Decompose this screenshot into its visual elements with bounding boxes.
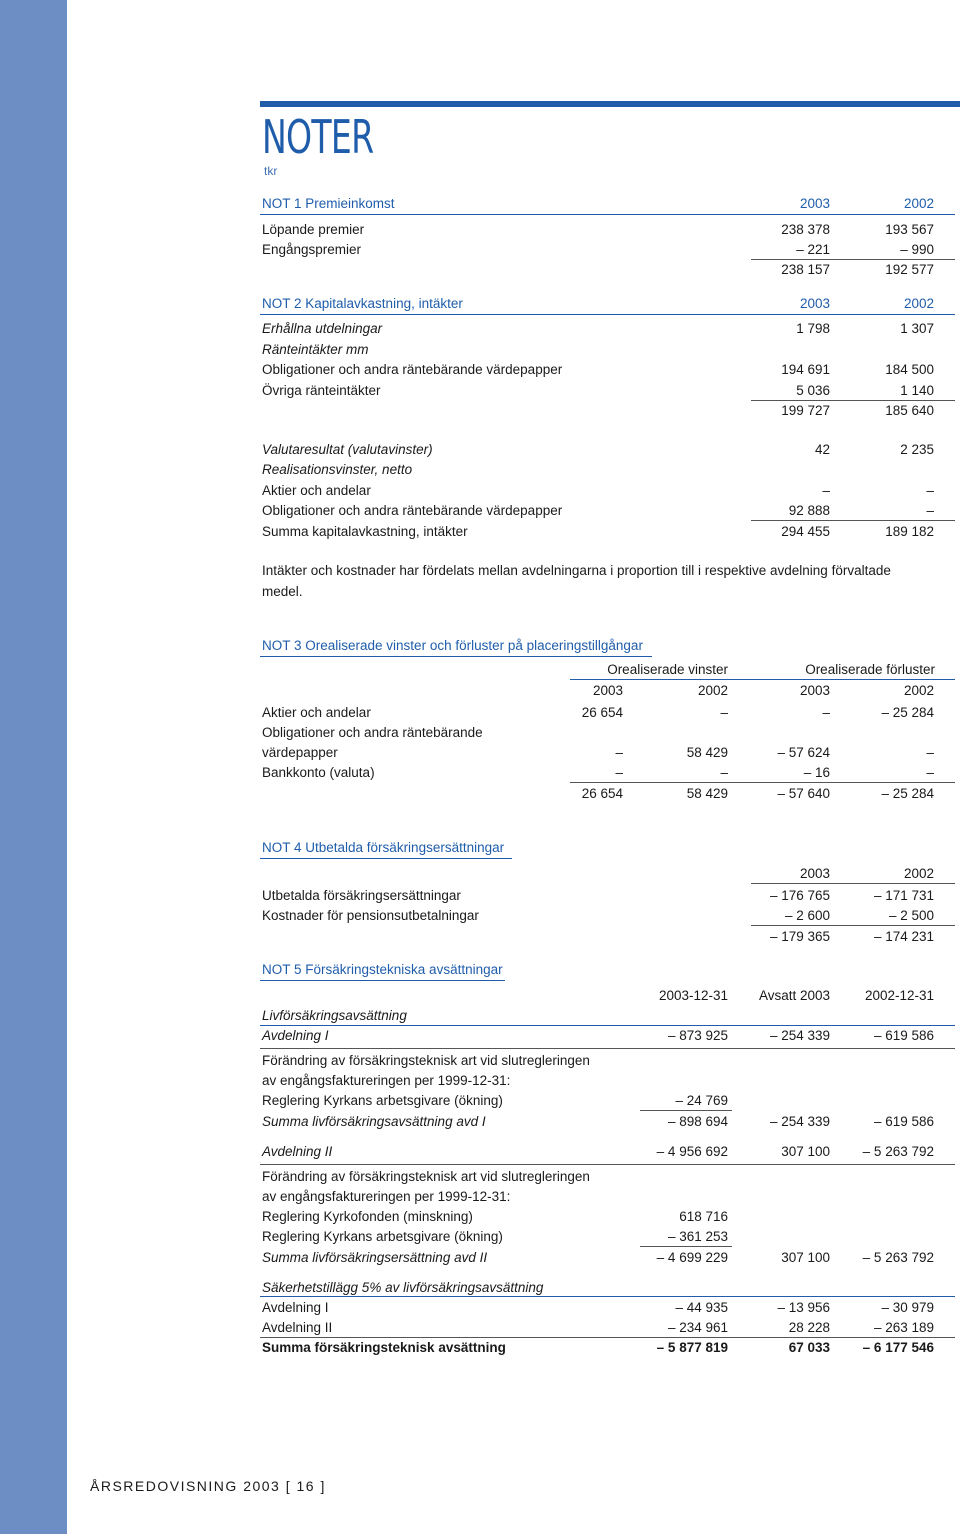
table-cell: – 30 979	[881, 1300, 934, 1315]
table-cell: 184 500	[885, 362, 934, 377]
sum-rule	[260, 1337, 955, 1338]
table-cell: – 2 600	[784, 908, 830, 923]
table-cell: 58 429	[686, 745, 728, 760]
table-cell: 26 654	[581, 705, 623, 720]
not2-heading: NOT 2 Kapitalavkastning, intäkter	[262, 296, 463, 311]
table-cell: 618 716	[679, 1209, 728, 1224]
table-cell: – 25 284	[881, 705, 934, 720]
table-cell: 5 036	[796, 383, 830, 398]
table-cell: –	[926, 503, 934, 518]
left-color-band	[0, 0, 67, 1534]
not1-col-2002: 2002	[903, 196, 934, 211]
table-row-label-total: Summa försäkringsteknisk avsättning	[262, 1340, 506, 1355]
table-cell: –	[926, 483, 934, 498]
table-cell: 2 235	[900, 442, 934, 457]
table-row-label: Avdelning II	[262, 1320, 333, 1335]
table-cell: 307 100	[781, 1144, 830, 1159]
table-row-label: värdepapper	[262, 745, 338, 760]
sum-rule	[751, 259, 955, 260]
table-cell: – 254 339	[769, 1028, 830, 1043]
unit-label: tkr	[264, 164, 278, 178]
table-cell: – 13 956	[777, 1300, 830, 1315]
page-footer: ÅRSREDOVISNING 2003 [ 16 ]	[90, 1478, 326, 1494]
sum-rule	[751, 400, 955, 401]
subheading-rule	[260, 1296, 955, 1297]
table-row-label: Förändring av försäkringsteknisk art vid slutregleringen	[262, 1053, 590, 1068]
table-row-label: Reglering Kyrkans arbetsgivare (ökning)	[262, 1093, 503, 1108]
table-row-label: Aktier och andelar	[262, 705, 371, 720]
table-cell: – 44 935	[675, 1300, 728, 1315]
table-cell: –	[822, 705, 830, 720]
not5-heading: NOT 5 Försäkringstekniska avsättningar	[262, 962, 503, 977]
year-header: 2003	[799, 683, 830, 698]
table-row-label: av engångsfaktureringen per 1999-12-31:	[262, 1073, 511, 1088]
table-cell-total: 185 640	[885, 403, 934, 418]
table-row-label: Kostnader för pensionsutbetalningar	[262, 908, 479, 923]
table-row-label: Realisationsvinster, netto	[262, 462, 413, 477]
table-row-label: Obligationer och andra räntebärande	[262, 725, 483, 740]
sum-rule	[640, 1110, 732, 1111]
not3-heading-rule	[260, 656, 652, 657]
table-cell: –	[926, 765, 934, 780]
table-cell-total: 238 157	[781, 262, 830, 277]
table-cell-total: 189 182	[885, 524, 934, 539]
table-row-label: Avdelning I	[262, 1300, 329, 1315]
sum-rule	[570, 782, 955, 783]
table-cell: 238 378	[781, 222, 830, 237]
subheading-sakerhetstillagg: Säkerhetstillägg 5% av livförsäkringsavsättning	[262, 1280, 544, 1295]
not1-col-2003: 2003	[799, 196, 830, 211]
table-cell: –	[720, 765, 728, 780]
table-cell: –	[615, 745, 623, 760]
table-row-label: Aktier och andelar	[262, 483, 371, 498]
table-cell: 1 307	[900, 321, 934, 336]
table-cell: – 176 765	[769, 888, 830, 903]
row-rule	[260, 1164, 955, 1165]
table-cell-total: 58 429	[686, 786, 728, 801]
table-cell: 307 100	[781, 1250, 830, 1265]
not1-heading: NOT 1 Premieinkomst	[262, 196, 395, 211]
table-row-label: Obligationer och andra räntebärande värdepapper	[262, 503, 563, 518]
table-row-label: Obligationer och andra räntebärande värdepapper	[262, 362, 563, 377]
table-cell: 42	[814, 442, 830, 457]
table-cell-total: – 6 177 546	[862, 1340, 934, 1355]
column-header: 2002-12-31	[864, 988, 934, 1003]
table-cell: 194 691	[781, 362, 830, 377]
table-cell: – 16	[803, 765, 830, 780]
sum-rule	[751, 925, 955, 926]
year-header: 2003	[592, 683, 623, 698]
table-cell-total: – 57 640	[777, 786, 830, 801]
table-cell-total: 67 033	[788, 1340, 830, 1355]
year-header: 2002	[903, 866, 934, 881]
sum-rule	[640, 1246, 732, 1247]
table-cell: – 619 586	[873, 1028, 934, 1043]
table-row-label: Löpande premier	[262, 222, 365, 237]
table-row-label: Förändring av försäkringsteknisk art vid slutregleringen	[262, 1169, 590, 1184]
table-cell: – 24 769	[675, 1093, 728, 1108]
table-cell: 1 140	[900, 383, 934, 398]
table-row-label: Engångspremier	[262, 242, 362, 257]
table-cell: –	[822, 483, 830, 498]
not2-col-2003: 2003	[799, 296, 830, 311]
table-cell: – 5 263 792	[862, 1250, 934, 1265]
table-cell: – 2 500	[888, 908, 934, 923]
table-cell-total: 192 577	[885, 262, 934, 277]
group-header-vinster: Orealiserade vinster	[607, 662, 728, 677]
table-row-label: Reglering Kyrkofonden (minskning)	[262, 1209, 473, 1224]
table-row-label: Summa livförsäkringsersättning avd II	[262, 1250, 488, 1265]
subheading-rule	[260, 1025, 955, 1026]
table-cell: – 898 694	[667, 1114, 728, 1129]
table-row-label: Bankkonto (valuta)	[262, 765, 375, 780]
table-cell: – 263 189	[873, 1320, 934, 1335]
table-cell: –	[926, 745, 934, 760]
header-rule	[751, 883, 955, 884]
table-cell: – 221	[796, 242, 830, 257]
not3-heading: NOT 3 Orealiserade vinster och förluster på placeringstillgångar	[262, 638, 643, 653]
not4-heading: NOT 4 Utbetalda försäkringsersättningar	[262, 840, 505, 855]
header-rule	[260, 101, 960, 107]
table-cell: – 171 731	[873, 888, 934, 903]
table-cell: – 254 339	[769, 1114, 830, 1129]
not5-heading-rule	[260, 980, 505, 981]
column-header: Avsatt 2003	[758, 988, 830, 1003]
table-cell-total: – 174 231	[873, 929, 934, 944]
table-cell: – 990	[900, 242, 934, 257]
table-row-label: av engångsfaktureringen per 1999-12-31:	[262, 1189, 511, 1204]
table-row-label: Utbetalda försäkringsersättningar	[262, 888, 461, 903]
table-cell-total: – 25 284	[881, 786, 934, 801]
table-cell: 92 888	[788, 503, 830, 518]
page-title: NOTER	[262, 110, 374, 164]
table-row-label: Summa kapitalavkastning, intäkter	[262, 524, 468, 539]
table-cell: – 4 956 692	[656, 1144, 728, 1159]
column-header: 2003-12-31	[658, 988, 728, 1003]
group-header-rule	[570, 679, 955, 680]
row-rule	[260, 1048, 955, 1049]
sum-rule	[751, 520, 955, 521]
year-header: 2002	[697, 683, 728, 698]
table-row-label: Övriga ränteintäkter	[262, 383, 381, 398]
table-cell: – 57 624	[777, 745, 830, 760]
table-row-label: Avdelning II	[262, 1144, 333, 1159]
table-row-label: Valutaresultat (valutavinster)	[262, 442, 433, 457]
table-cell-total: – 5 877 819	[656, 1340, 728, 1355]
table-cell-total: 199 727	[781, 403, 830, 418]
not2-heading-rule	[260, 314, 955, 315]
table-cell: – 4 699 229	[656, 1250, 728, 1265]
table-cell: –	[615, 765, 623, 780]
table-cell: – 234 961	[667, 1320, 728, 1335]
table-cell-total: 294 455	[781, 524, 830, 539]
table-row-label: Avdelning I	[262, 1028, 329, 1043]
not1-heading-rule	[260, 214, 955, 215]
table-cell: – 873 925	[667, 1028, 728, 1043]
table-cell: – 619 586	[873, 1114, 934, 1129]
not4-heading-rule	[260, 858, 512, 859]
table-cell: 28 228	[788, 1320, 830, 1335]
table-row-label: Erhållna utdelningar	[262, 321, 383, 336]
table-row-label: Ränteintäkter mm	[262, 342, 369, 357]
table-cell: – 361 253	[667, 1229, 728, 1244]
table-cell: 1 798	[796, 321, 830, 336]
year-header: 2003	[799, 866, 830, 881]
table-row-label: Reglering Kyrkans arbetsgivare (ökning)	[262, 1229, 503, 1244]
table-row-label: Summa livförsäkringsavsättning avd I	[262, 1114, 486, 1129]
note-text-line: Intäkter och kostnader har fördelats mellan avdelningarna i proportion till i respektive avdelning förvaltade	[262, 563, 891, 578]
table-cell: 193 567	[885, 222, 934, 237]
note-text-line: medel.	[262, 584, 303, 599]
subheading-livforsakring: Livförsäkringsavsättning	[262, 1008, 407, 1023]
table-cell: – 5 263 792	[862, 1144, 934, 1159]
group-header-forluster: Orealiserade förluster	[805, 662, 935, 677]
year-header: 2002	[903, 683, 934, 698]
table-cell: –	[720, 705, 728, 720]
table-cell-total: – 179 365	[769, 929, 830, 944]
table-cell-total: 26 654	[581, 786, 623, 801]
not2-col-2002: 2002	[903, 296, 934, 311]
